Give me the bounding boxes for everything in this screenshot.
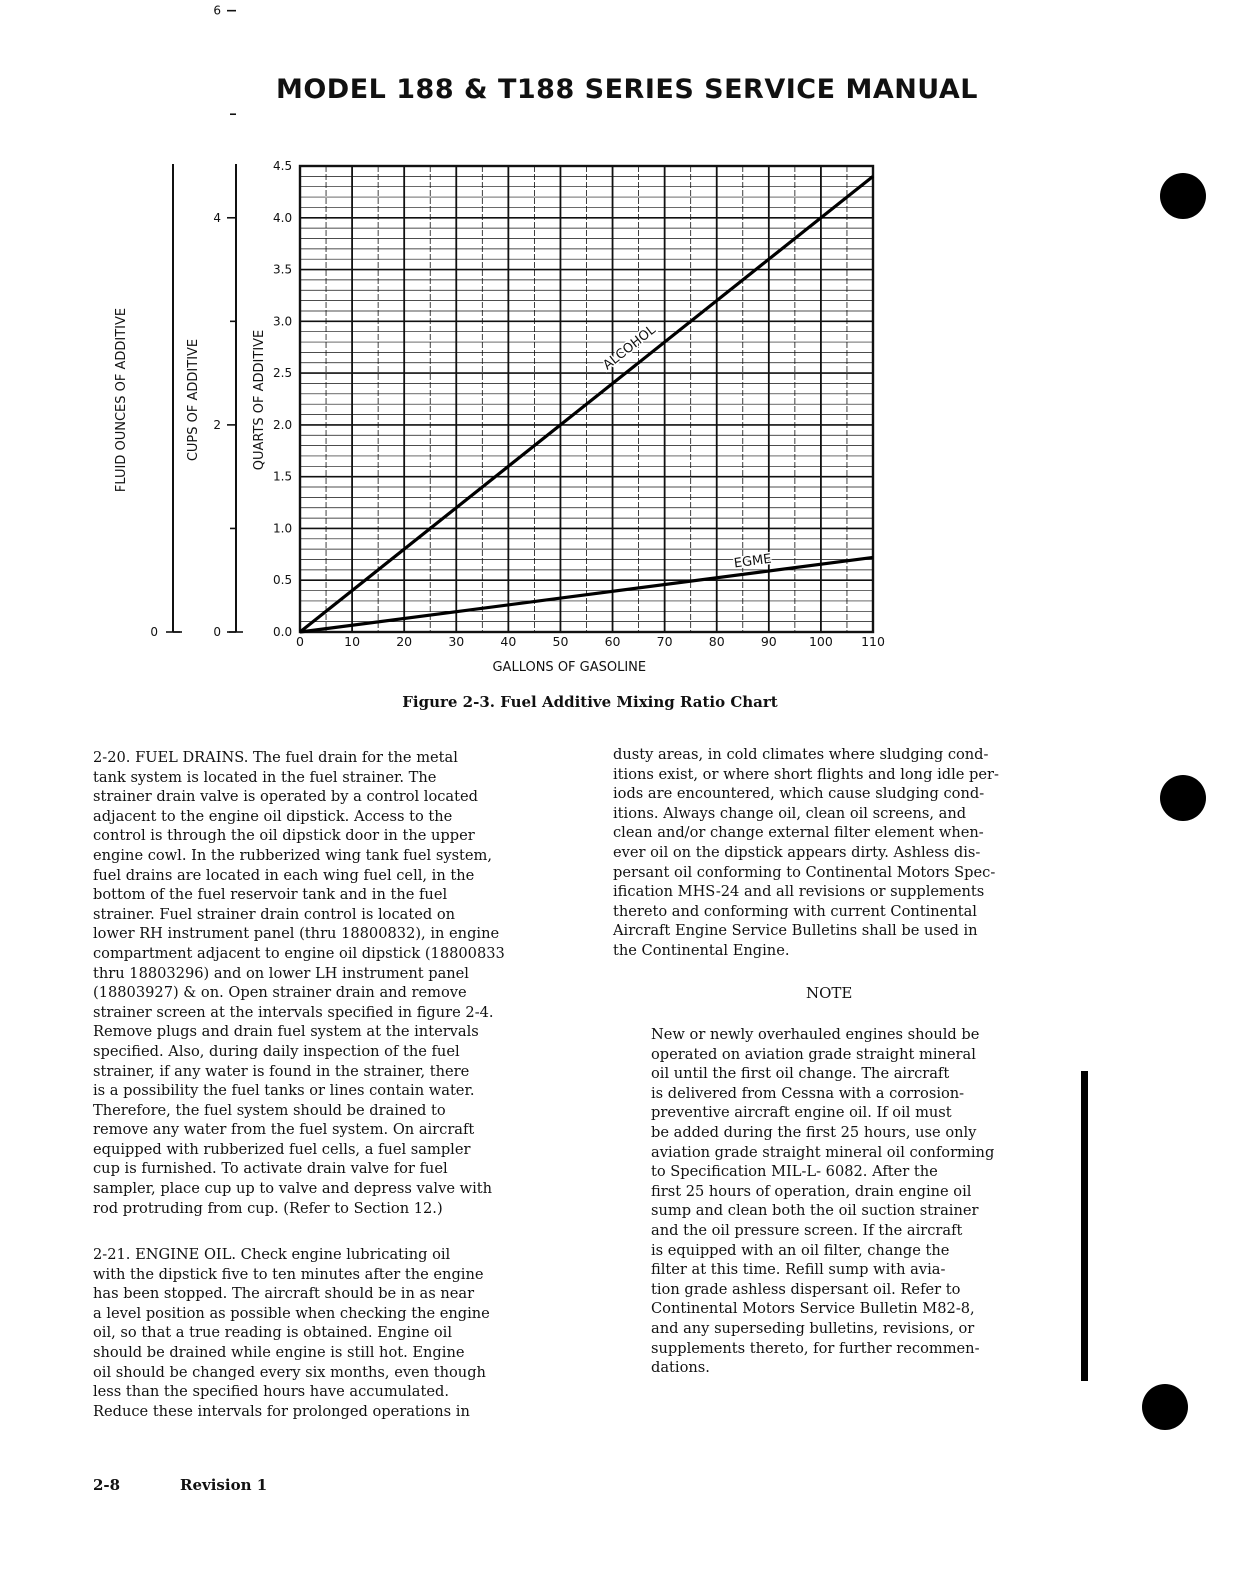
text-line: compartment adjacent to engine oil dipstick (18800833 [93, 944, 505, 962]
note-line: supplements thereto, for further recommen- [651, 1339, 980, 1357]
x-tick-label: 90 [760, 634, 777, 649]
text-line: lower RH instrument panel (thru 18800832), in engine [93, 925, 500, 943]
x-tick-label: 60 [604, 634, 621, 649]
scale-axis-title: FLUID OUNCES OF ADDITIVE [114, 307, 129, 493]
text-line: Therefore, the fuel system should be drained to [93, 1101, 446, 1119]
text-line: the Continental Engine. [613, 941, 790, 959]
text-line: iods are encountered, which cause sludging cond- [613, 785, 985, 803]
figure-caption: Figure 2-3. Fuel Additive Mixing Ratio Chart [402, 693, 778, 711]
text-line: strainer. Fuel strainer drain control is located on [93, 905, 456, 923]
text-line: clean and/or change external filter element when- [613, 824, 984, 842]
note-line: and the oil pressure screen. If the aircraft [651, 1221, 963, 1239]
x-axis-label: GALLONS OF GASOLINE [492, 660, 647, 675]
text-line: tank system is located in the fuel strainer. The [93, 768, 437, 786]
text-line: ever oil on the dipstick appears dirty. Ashless dis- [613, 843, 981, 861]
quarts-tick-label: 0.0 [273, 625, 293, 639]
cups-tick-label: 6 [213, 3, 221, 18]
text-line: 2-20. FUEL DRAINS. The fuel drain for the metal [93, 749, 458, 766]
text-line: sampler, place cup up to valve and depress valve with [93, 1180, 493, 1198]
x-tick-label: 40 [500, 634, 517, 649]
text-line: strainer screen at the intervals specified in figure 2-4. [93, 1003, 494, 1021]
quarts-tick-label: 4.5 [273, 159, 293, 173]
x-tick-label: 100 [808, 634, 833, 649]
x-tick-label: 50 [552, 634, 569, 649]
x-tick-label: 70 [656, 634, 673, 649]
text-line: strainer drain valve is operated by a control located [93, 788, 478, 806]
note-line: tion grade ashless dispersant oil. Refer to [651, 1280, 961, 1298]
quarts-tick-label: 3.0 [273, 314, 293, 329]
scale-axis-title: QUARTS OF ADDITIVE [252, 329, 267, 471]
text-line: rod protruding from cup. (Refer to Section 12.) [93, 1199, 443, 1217]
x-tick-label: 110 [861, 634, 885, 649]
quarts-tick-label: 2.0 [273, 417, 293, 432]
text-line: a level position as possible when checking the engine [93, 1304, 490, 1322]
note-line: filter at this time. Refill sump with avia- [651, 1261, 946, 1279]
note-line: New or newly overhauled engines should be [651, 1026, 980, 1043]
text-line: equipped with rubberized fuel cells, a fuel sampler [93, 1140, 471, 1158]
cups-tick-label: 2 [213, 417, 221, 432]
note-line: sump and clean both the oil suction strainer [651, 1202, 979, 1220]
binder-hole-3 [1142, 1384, 1188, 1430]
note-line: be added during the first 25 hours, use only [651, 1123, 977, 1141]
x-tick-label: 20 [396, 634, 413, 649]
text-line: dusty areas, in cold climates where sludging cond- [613, 746, 989, 763]
note-line: is delivered from Cessna with a corrosion- [651, 1084, 965, 1102]
text-line: persant oil conforming to Continental Motors Spec- [613, 863, 996, 881]
x-tick-label: 30 [448, 634, 465, 649]
text-line: engine cowl. In the rubberized wing tank fuel system, [93, 846, 493, 864]
series-label-egme: EGME [733, 551, 773, 572]
note-paragraph [651, 1025, 994, 1378]
note-line: is equipped with an oil filter, change the [651, 1241, 950, 1259]
note-line: dations. [651, 1359, 710, 1377]
text-line: thereto and conforming with current Continental [613, 902, 977, 920]
quarts-tick-label: 3.5 [273, 262, 293, 277]
note-line: aviation grade straight mineral oil conforming [651, 1143, 995, 1161]
note-line: to Specification MIL-L- 6082. After the [651, 1163, 938, 1181]
text-line: cup is furnished. To activate drain valve for fuel [93, 1160, 448, 1178]
text-line: remove any water from the fuel system. On aircraft [93, 1121, 475, 1139]
text-line: itions exist, or where short flights and long idle per- [613, 765, 999, 783]
engine-oil-paragraph [93, 1245, 490, 1421]
note-line: first 25 hours of operation, drain engine oil [651, 1182, 972, 1200]
note-line: oil until the first oil change. The aircraft [651, 1065, 950, 1083]
text-line: adjacent to the engine oil dipstick. Access to the [93, 807, 453, 825]
text-line: oil should be changed every six months, even though [93, 1363, 486, 1381]
text-line: is a possibility the fuel tanks or lines contain water. [93, 1082, 475, 1100]
text-line: Reduce these intervals for prolonged operations in [93, 1402, 470, 1420]
quarts-tick-label: 1.0 [273, 521, 293, 536]
page-number: 2-8 [93, 1476, 121, 1494]
text-line: itions. Always change oil, clean oil screens, and [613, 804, 967, 822]
scale-axis-title: CUPS OF ADDITIVE [186, 338, 201, 462]
text-line: Aircraft Engine Service Bulletins shall be used in [613, 922, 978, 940]
note-line: Continental Motors Service Bulletin M82-8, [651, 1300, 975, 1318]
x-tick-label: 10 [344, 634, 361, 649]
quarts-tick-label: 1.5 [273, 469, 293, 484]
binder-hole-2 [1160, 775, 1206, 821]
note-heading: NOTE [806, 984, 853, 1002]
text-line: should be drained while engine is still hot. Engine [93, 1343, 465, 1361]
text-line: bottom of the fuel reservoir tank and in the fuel [93, 886, 448, 904]
text-line: (18803927) & on. Open strainer drain and remove [93, 984, 467, 1002]
page-title: MODEL 188 & T188 SERIES SERVICE MANUAL [275, 74, 978, 105]
revision-label: Revision 1 [180, 1476, 268, 1494]
x-tick-label: 80 [708, 634, 725, 649]
change-bar [1081, 1071, 1088, 1381]
quarts-tick-label: 0.5 [273, 573, 293, 588]
x-tick-label: 0 [296, 634, 304, 649]
text-line: with the dipstick five to ten minutes after the engine [93, 1265, 484, 1283]
text-line: less than the specified hours have accumulated. [93, 1383, 449, 1401]
text-line: 2-21. ENGINE OIL. Check engine lubricating oil [93, 1246, 451, 1263]
text-line: has been stopped. The aircraft should be in as near [93, 1285, 475, 1303]
text-line: ification MHS-24 and all revisions or supplements [613, 883, 985, 901]
text-line: fuel drains are located in each wing fuel cell, in the [93, 866, 475, 884]
ounces-tick-label: 0 [150, 625, 158, 639]
text-line: specified. Also, during daily inspection of the fuel [93, 1042, 460, 1060]
cups-tick-label: 0 [213, 625, 221, 639]
text-line: Remove plugs and drain fuel system at the intervals [93, 1023, 479, 1041]
note-line: and any superseding bulletins, revisions, or [651, 1319, 975, 1337]
mixing-ratio-chart [0, 0, 1254, 690]
text-line: thru 18803296) and on lower LH instrument panel [93, 964, 469, 982]
note-line: preventive aircraft engine oil. If oil must [651, 1104, 952, 1122]
quarts-tick-label: 4.0 [273, 210, 293, 225]
engine-oil-continued-paragraph [613, 745, 999, 961]
text-line: control is through the oil dipstick door in the upper [93, 827, 475, 845]
text-line: oil, so that a true reading is obtained. Engine oil [93, 1324, 453, 1342]
quarts-tick-label: 2.5 [273, 366, 293, 381]
fuel-drains-paragraph [93, 748, 505, 1218]
series-label-alcohol: ALCOHOL [600, 322, 659, 374]
cups-tick-label: 4 [213, 210, 221, 225]
text-line: strainer, if any water is found in the strainer, there [93, 1062, 470, 1080]
note-line: operated on aviation grade straight mineral [651, 1045, 976, 1063]
